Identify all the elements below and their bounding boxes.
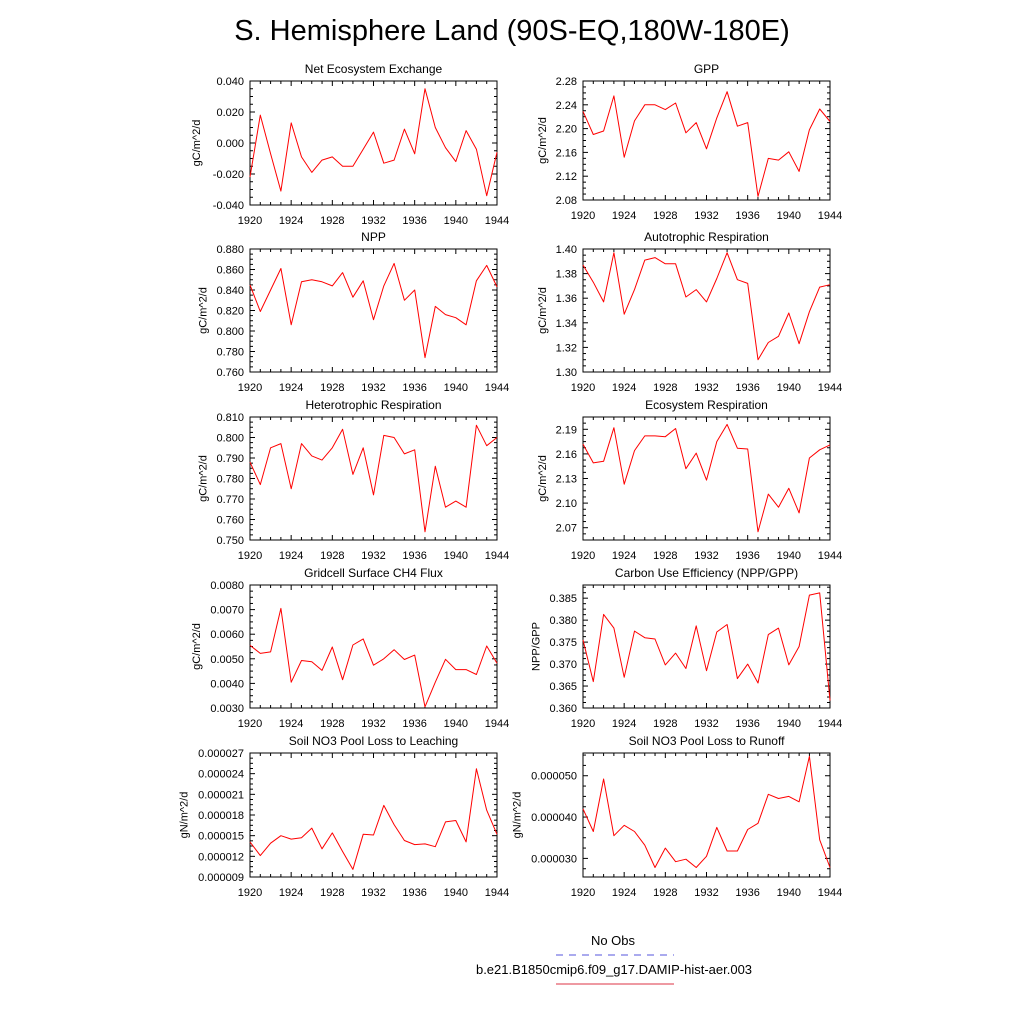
series-line <box>250 425 497 532</box>
legend-obs-label: No Obs <box>590 933 636 948</box>
series-line <box>583 756 830 867</box>
y-tick-label: 2.08 <box>555 195 577 207</box>
panel-title: Ecosystem Respiration <box>645 398 768 412</box>
x-tick-label: 1928 <box>320 215 345 227</box>
y-tick-label: 0.800 <box>216 432 244 445</box>
y-tick-label: -0.040 <box>212 200 244 212</box>
y-axis-label: gC/m^2/d <box>536 455 549 502</box>
y-tick-label: 0.860 <box>216 264 244 277</box>
x-tick-label: 1928 <box>653 887 678 899</box>
series-line <box>250 608 497 706</box>
x-tick-label: 1932 <box>694 550 719 562</box>
y-tick-label: 0.380 <box>549 615 577 628</box>
x-tick-label: 1944 <box>484 718 510 730</box>
x-tick-label: 1928 <box>653 382 678 394</box>
y-tick-label: 0.365 <box>549 681 577 694</box>
y-tick-label: 0.880 <box>216 244 244 256</box>
x-tick-label: 1932 <box>361 382 386 394</box>
x-tick-label: 1928 <box>320 550 345 562</box>
y-tick-label: -0.020 <box>212 169 244 181</box>
x-tick-label: 1940 <box>776 382 802 394</box>
y-axis-label: gN/m^2/d <box>178 791 191 839</box>
y-tick-label: 2.20 <box>555 123 577 136</box>
x-tick-label: 1928 <box>320 887 345 899</box>
x-tick-label: 1940 <box>443 550 469 562</box>
x-tick-label: 1932 <box>694 382 719 394</box>
y-tick-label: 0.750 <box>216 535 244 547</box>
x-tick-label: 1936 <box>402 887 427 899</box>
x-tick-label: 1932 <box>361 718 386 730</box>
x-tick-label: 1924 <box>278 550 304 562</box>
x-tick-label: 1936 <box>735 718 760 730</box>
y-tick-label: 0.360 <box>549 703 577 715</box>
x-tick-label: 1924 <box>611 210 637 222</box>
figure-title: S. Hemisphere Land (90S-EQ,180W-180E) <box>234 15 790 47</box>
y-tick-label: 1.36 <box>555 293 577 306</box>
panel-title: Soil NO3 Pool Loss to Leaching <box>288 734 459 748</box>
y-axis-label: NPP/GPP <box>530 622 543 671</box>
y-axis-label: gC/m^2/d <box>536 287 549 334</box>
y-tick-label: 0.385 <box>549 593 577 606</box>
panel-frame <box>250 249 497 372</box>
legend <box>476 933 752 984</box>
x-tick-label: 1944 <box>484 550 510 562</box>
y-tick-label: 0.0060 <box>210 629 244 642</box>
x-tick-label: 1936 <box>402 215 427 227</box>
y-tick-label: 2.24 <box>555 99 577 112</box>
y-axis-label: gC/m^2/d <box>197 455 210 502</box>
series-line <box>583 253 830 360</box>
x-tick-label: 1936 <box>402 550 427 562</box>
chart-panels <box>179 62 843 899</box>
y-tick-label: 1.34 <box>555 317 577 330</box>
x-tick-label: 1940 <box>776 887 802 899</box>
y-tick-label: 0.000018 <box>198 810 244 822</box>
y-tick-label: 0.000021 <box>198 789 244 802</box>
x-tick-label: 1924 <box>611 550 637 562</box>
legend-model-label: b.e21.B1850cmip6.f09_g17.DAMIP-hist-aer.003 <box>475 962 753 977</box>
panel-frame <box>583 249 830 372</box>
y-tick-label: 0.810 <box>216 412 244 424</box>
x-tick-label: 1932 <box>694 718 719 730</box>
y-tick-label: 0.370 <box>549 659 577 672</box>
y-tick-label: 0.760 <box>216 367 244 379</box>
y-tick-label: 0.840 <box>216 285 244 297</box>
y-tick-label: 0.790 <box>216 453 244 465</box>
panel-title: Net Ecosystem Exchange <box>304 62 443 76</box>
x-tick-label: 1928 <box>653 718 678 730</box>
panel-title: Carbon Use Efficiency (NPP/GPP) <box>614 566 799 580</box>
x-tick-label: 1940 <box>776 718 802 730</box>
x-tick-label: 1928 <box>320 718 345 730</box>
y-tick-label: 0.000050 <box>531 770 577 783</box>
x-tick-label: 1932 <box>694 887 719 899</box>
x-tick-label: 1940 <box>776 550 802 562</box>
chart-panel <box>179 734 510 899</box>
panel-frame <box>250 585 497 708</box>
y-tick-label: 0.000012 <box>198 851 244 864</box>
y-tick-label: 0.000040 <box>531 812 577 825</box>
x-tick-label: 1932 <box>361 215 386 227</box>
y-tick-label: 0.820 <box>216 305 244 318</box>
x-tick-label: 1920 <box>570 718 596 730</box>
panel-frame <box>583 81 830 200</box>
y-tick-label: 0.780 <box>216 473 244 486</box>
chart-panel <box>537 62 842 222</box>
y-tick-label: 0.000015 <box>198 830 244 843</box>
x-tick-label: 1944 <box>484 887 510 899</box>
x-tick-label: 1932 <box>694 210 719 222</box>
panel-frame <box>250 81 497 205</box>
x-tick-label: 1924 <box>611 718 637 730</box>
x-tick-label: 1924 <box>611 887 637 899</box>
chart-panel <box>191 566 509 730</box>
chart-panel <box>191 62 509 227</box>
x-tick-label: 1920 <box>237 887 263 899</box>
y-tick-label: 0.770 <box>216 494 244 506</box>
y-tick-label: 2.12 <box>555 171 577 184</box>
series-line <box>250 263 497 357</box>
series-line <box>250 769 497 870</box>
x-tick-label: 1936 <box>735 382 760 394</box>
y-tick-label: 2.28 <box>555 76 577 88</box>
x-tick-label: 1936 <box>735 887 760 899</box>
x-tick-label: 1936 <box>735 210 760 222</box>
chart-panel <box>537 398 842 562</box>
y-axis-label: gC/m^2/d <box>191 119 204 167</box>
y-tick-label: 0.020 <box>216 107 244 119</box>
x-tick-label: 1936 <box>402 382 427 394</box>
x-tick-label: 1920 <box>570 210 596 222</box>
y-tick-label: 0.375 <box>549 637 577 650</box>
y-tick-label: 1.40 <box>555 244 577 256</box>
y-tick-label: 0.000009 <box>198 872 244 884</box>
x-tick-label: 1920 <box>237 550 263 562</box>
x-tick-label: 1940 <box>776 210 802 222</box>
y-tick-label: 2.19 <box>555 424 577 437</box>
y-axis-label: gC/m^2/d <box>197 287 210 334</box>
y-tick-label: 2.10 <box>555 498 577 511</box>
x-tick-label: 1920 <box>570 887 596 899</box>
x-tick-label: 1924 <box>278 215 304 227</box>
x-tick-label: 1920 <box>237 718 263 730</box>
chart-panel <box>537 230 842 394</box>
y-tick-label: 0.800 <box>216 326 244 338</box>
x-tick-label: 1928 <box>653 210 678 222</box>
y-tick-label: 0.0080 <box>210 580 244 592</box>
chart-panel <box>198 398 510 562</box>
series-line <box>583 424 830 531</box>
x-tick-label: 1932 <box>361 887 386 899</box>
x-tick-label: 1936 <box>735 550 760 562</box>
y-axis-label: gC/m^2/d <box>536 117 549 164</box>
y-tick-label: 1.30 <box>555 367 577 379</box>
panel-frame <box>583 753 830 877</box>
y-tick-label: 0.040 <box>216 76 244 88</box>
x-tick-label: 1944 <box>484 215 510 227</box>
x-tick-label: 1944 <box>817 550 843 562</box>
panel-frame <box>250 753 497 877</box>
x-tick-label: 1944 <box>817 210 843 222</box>
y-tick-label: 2.16 <box>555 147 577 160</box>
y-tick-label: 1.38 <box>555 268 577 281</box>
y-tick-label: 0.760 <box>216 514 244 527</box>
x-tick-label: 1944 <box>817 718 843 730</box>
x-tick-label: 1940 <box>443 382 469 394</box>
y-tick-label: 0.0070 <box>210 604 244 617</box>
y-tick-label: 1.32 <box>555 342 577 355</box>
x-tick-label: 1924 <box>278 887 304 899</box>
y-tick-label: 0.000027 <box>198 748 244 760</box>
panel-title: GPP <box>693 62 720 76</box>
panel-title: NPP <box>361 230 386 244</box>
x-tick-label: 1924 <box>278 382 304 394</box>
y-tick-label: 0.000024 <box>198 768 244 781</box>
y-tick-label: 2.07 <box>555 522 577 535</box>
panel-title: Soil NO3 Pool Loss to Runoff <box>628 734 785 748</box>
y-tick-label: 0.0050 <box>210 653 244 666</box>
y-axis-label: gN/m^2/d <box>511 791 524 839</box>
chart-panel <box>512 734 843 899</box>
x-tick-label: 1944 <box>484 382 510 394</box>
x-tick-label: 1920 <box>570 550 596 562</box>
x-tick-label: 1928 <box>320 382 345 394</box>
x-tick-label: 1944 <box>817 887 843 899</box>
panel-title: Autotrophic Respiration <box>644 230 769 244</box>
x-tick-label: 1920 <box>570 382 596 394</box>
x-tick-label: 1932 <box>361 550 386 562</box>
x-tick-label: 1928 <box>653 550 678 562</box>
y-tick-label: 2.16 <box>555 448 577 461</box>
x-tick-label: 1940 <box>443 887 469 899</box>
chart-panel <box>531 566 843 730</box>
x-tick-label: 1940 <box>443 215 469 227</box>
x-tick-label: 1944 <box>817 382 843 394</box>
x-tick-label: 1924 <box>611 382 637 394</box>
x-tick-label: 1920 <box>237 215 263 227</box>
series-line <box>250 89 497 196</box>
x-tick-label: 1936 <box>402 718 427 730</box>
panel-title: Gridcell Surface CH4 Flux <box>304 566 443 580</box>
panel-frame <box>250 417 497 540</box>
y-tick-label: 0.0030 <box>210 703 244 715</box>
series-line <box>583 92 830 197</box>
y-tick-label: 0.780 <box>216 346 244 359</box>
chart-panel <box>198 230 510 394</box>
panel-frame <box>583 585 830 708</box>
y-tick-label: 0.000 <box>216 138 244 150</box>
y-axis-label: gC/m^2/d <box>191 623 204 670</box>
series-line <box>583 593 830 701</box>
panel-title: Heterotrophic Respiration <box>305 398 442 412</box>
y-tick-label: 0.0040 <box>210 678 244 691</box>
x-tick-label: 1924 <box>278 718 304 730</box>
x-tick-label: 1920 <box>237 382 263 394</box>
x-tick-label: 1940 <box>443 718 469 730</box>
y-tick-label: 0.000030 <box>531 853 577 866</box>
y-tick-label: 2.13 <box>555 473 577 486</box>
